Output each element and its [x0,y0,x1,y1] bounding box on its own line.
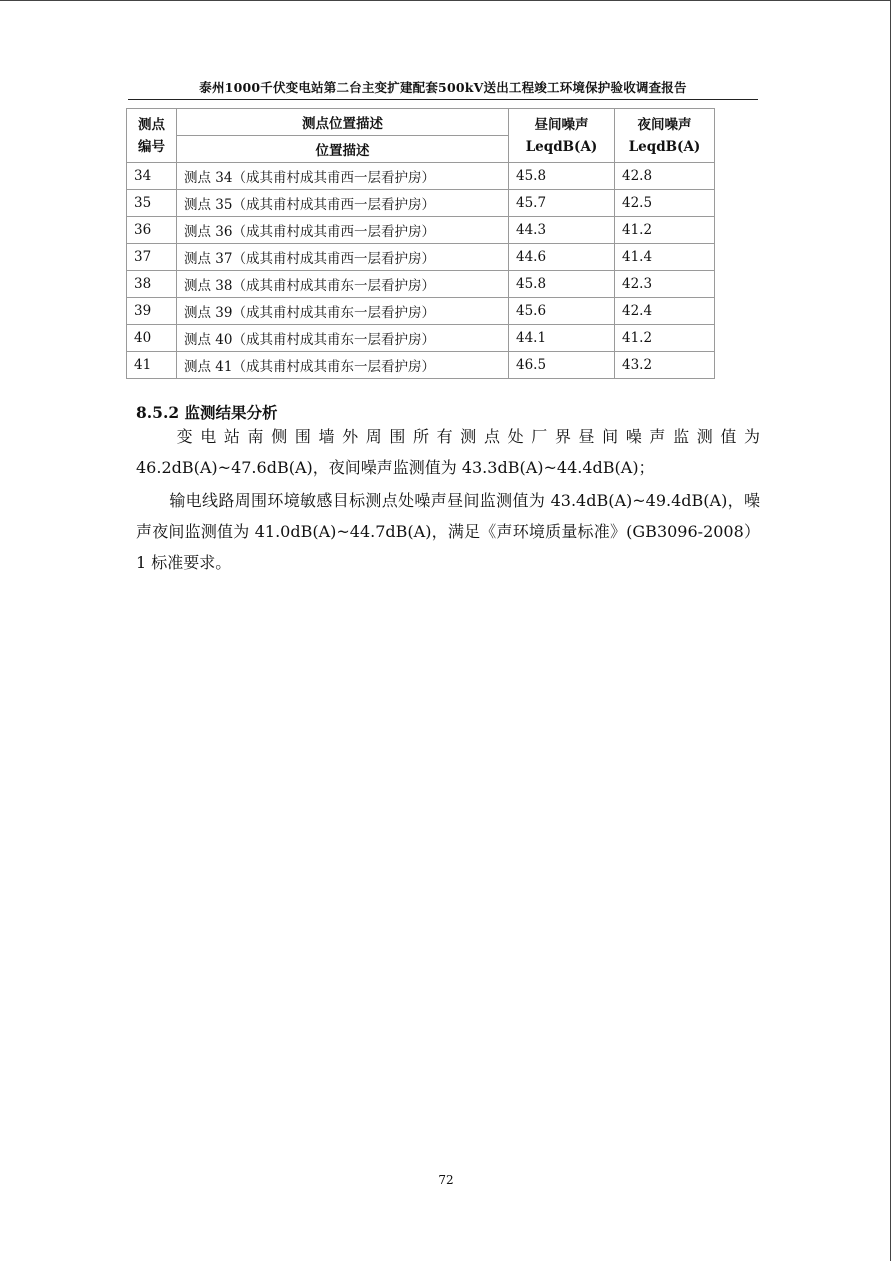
table-row [127,190,715,217]
cell-night: 42.5 [615,190,715,217]
page-number: 72 [438,1173,454,1187]
cell-desc: 测点 41（成其甫村成其甫东一层看护房） [177,352,509,379]
paragraph-line-text: 输电线路周围环境敏感目标测点处噪声昼间监测值为 43.4dB(A)~49.4dB(A)，噪声夜间监测值为 41.0dB(A)~44.7dB(A)，满足《声环境质量标准》(GB3096-2008）1 标准要求。 [136,491,760,572]
paragraph-substation [136,421,760,483]
col-header-day-text: 昼间噪声 LeqdB(A) [525,116,598,155]
cell-id: 35 [127,190,177,217]
cell-night: 43.2 [615,352,715,379]
col-header-desc: 位置描述 [177,136,509,163]
cell-day: 46.5 [509,352,615,379]
cell-day: 44.1 [509,325,615,352]
table-row [127,244,715,271]
cell-day: 45.6 [509,298,615,325]
running-header: 泰州1000千伏变电站第二台主变扩建配套500kV送出工程竣工环境保护验收调查报告 [199,80,687,95]
cell-id: 41 [127,352,177,379]
col-header-night [615,109,715,163]
cell-id: 39 [127,298,177,325]
section-heading: 8.5.2 监测结果分析 [136,403,278,422]
header-rule [128,99,758,100]
cell-day: 44.3 [509,217,615,244]
cell-desc: 测点 40（成其甫村成其甫东一层看护房） [177,325,509,352]
table-row [127,217,715,244]
paragraph-line [136,485,760,578]
cell-desc: 测点 38（成其甫村成其甫东一层看护房） [177,271,509,298]
cell-night: 42.8 [615,163,715,190]
cell-desc: 测点 37（成其甫村成其甫西一层看护房） [177,244,509,271]
cell-id: 34 [127,163,177,190]
cell-desc: 测点 39（成其甫村成其甫东一层看护房） [177,298,509,325]
cell-id: 40 [127,325,177,352]
table-row [127,298,715,325]
table-row [127,352,715,379]
cell-desc: 测点 35（成其甫村成其甫西一层看护房） [177,190,509,217]
cell-day: 45.8 [509,163,615,190]
table-row [127,163,715,190]
cell-day: 45.7 [509,190,615,217]
paragraph-substation-text: 变电站南侧围墙外周围所有测点处厂界昼间噪声监测值为 46.2dB(A)~47.6dB(A)，夜间噪声监测值为 43.3dB(A)~44.4dB(A)； [136,427,760,477]
cell-night: 41.2 [615,325,715,352]
cell-night: 42.4 [615,298,715,325]
cell-night: 41.4 [615,244,715,271]
cell-day: 44.6 [509,244,615,271]
col-header-id [127,109,177,163]
table-row [127,271,715,298]
noise-table [126,108,715,379]
col-header-group: 测点位置描述 [177,109,509,136]
cell-id: 38 [127,271,177,298]
col-header-id-text: 测点 编号 [138,116,165,155]
cell-desc: 测点 34（成其甫村成其甫西一层看护房） [177,163,509,190]
col-header-day [509,109,615,163]
cell-desc: 测点 36（成其甫村成其甫西一层看护房） [177,217,509,244]
cell-id: 37 [127,244,177,271]
cell-night: 42.3 [615,271,715,298]
cell-night: 41.2 [615,217,715,244]
cell-day: 45.8 [509,271,615,298]
cell-id: 36 [127,217,177,244]
col-header-night-text: 夜间噪声 LeqdB(A) [628,116,701,155]
table-row [127,325,715,352]
